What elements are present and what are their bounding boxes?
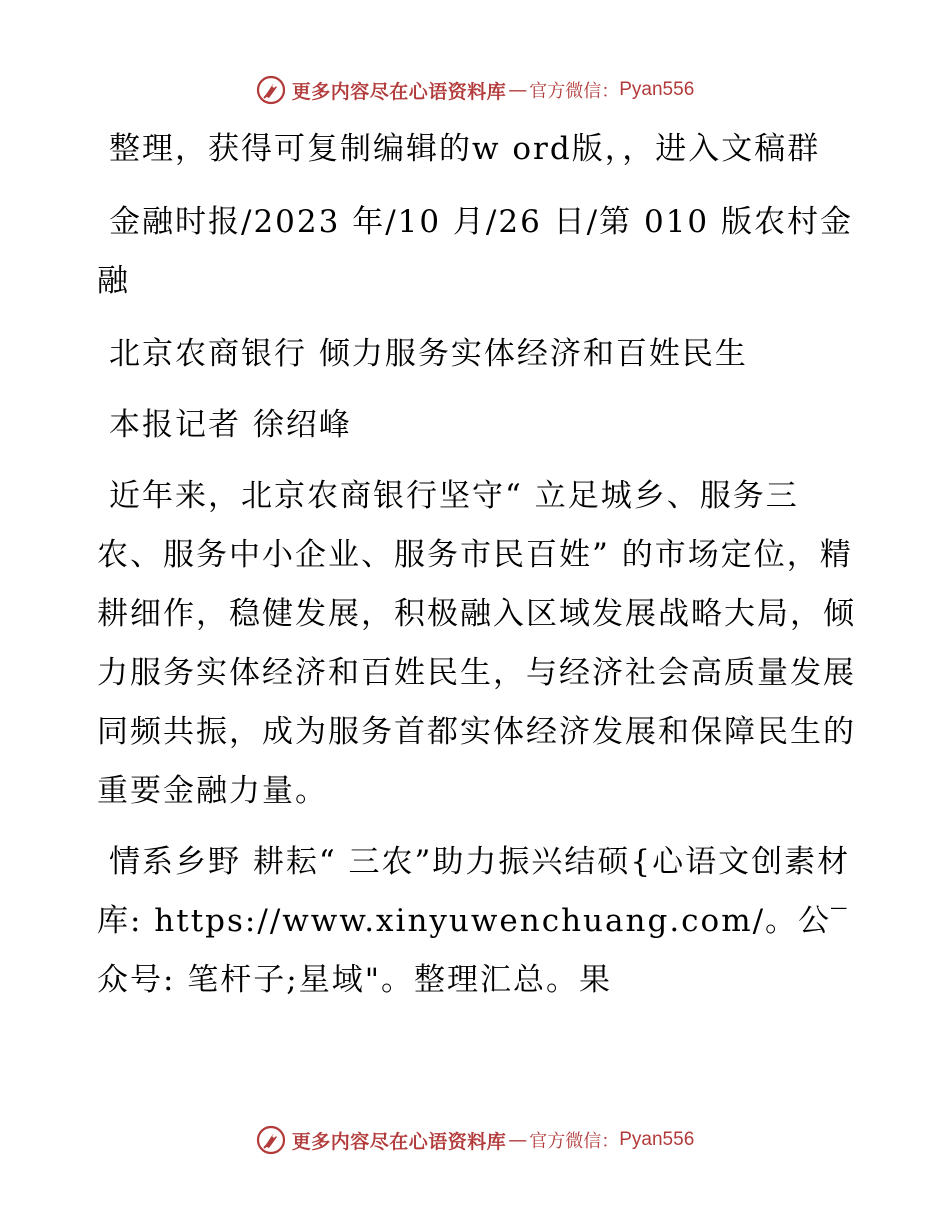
article-title: 北京农商银行 倾力服务实体经济和百姓民生	[109, 336, 748, 372]
document-body	[97, 120, 857, 1022]
footer-watermark-banner	[0, 1120, 950, 1160]
banner-wechat-label: 官方微信：	[529, 81, 620, 102]
section-heading-paragraph: 情系乡野 耕耘“ 三农”助力振兴结硕{心语文创素材库: https://www.xinyuwenchuang.com/。公‾众号: 笔杆子;星域"。整理汇总。果	[97, 844, 851, 998]
banner-site-text: 更多内容尽在心语资料库	[291, 80, 507, 103]
source-line-paragraph: 金融时报/2023 年/10 月/26 日/第 010 版农村金融	[97, 204, 854, 299]
banner-separator: —	[508, 1129, 528, 1151]
banner-separator: —	[508, 79, 528, 101]
banner-site-text: 更多内容尽在心语资料库	[291, 1130, 507, 1153]
header-watermark-banner	[0, 70, 950, 110]
banner-wechat-id: Pyan556	[619, 1129, 695, 1150]
banner-wechat-id: Pyan556	[619, 79, 695, 100]
pen-nib-logo-icon	[256, 75, 286, 105]
author-line: 本报记者 徐绍峰	[109, 407, 352, 443]
intro-note-paragraph: 整理，获得可复制编辑的w ord版，，进入文稿群	[109, 131, 821, 167]
pen-nib-logo-icon	[256, 1125, 286, 1155]
banner-wechat-label: 官方微信：	[529, 1131, 620, 1152]
body-paragraph: 近年来，北京农商银行坚守“ 立足城乡、服务三农、服务中小企业、服务市民百姓” 的市场定位，精耕细作，稳健发展，积极融入区域发展战略大局，倾力服务实体经济和百姓民生，与经济社会高质量发展同频共振，成为服务首都实体经济发展和保障民生的重要金融力量。	[97, 478, 856, 809]
